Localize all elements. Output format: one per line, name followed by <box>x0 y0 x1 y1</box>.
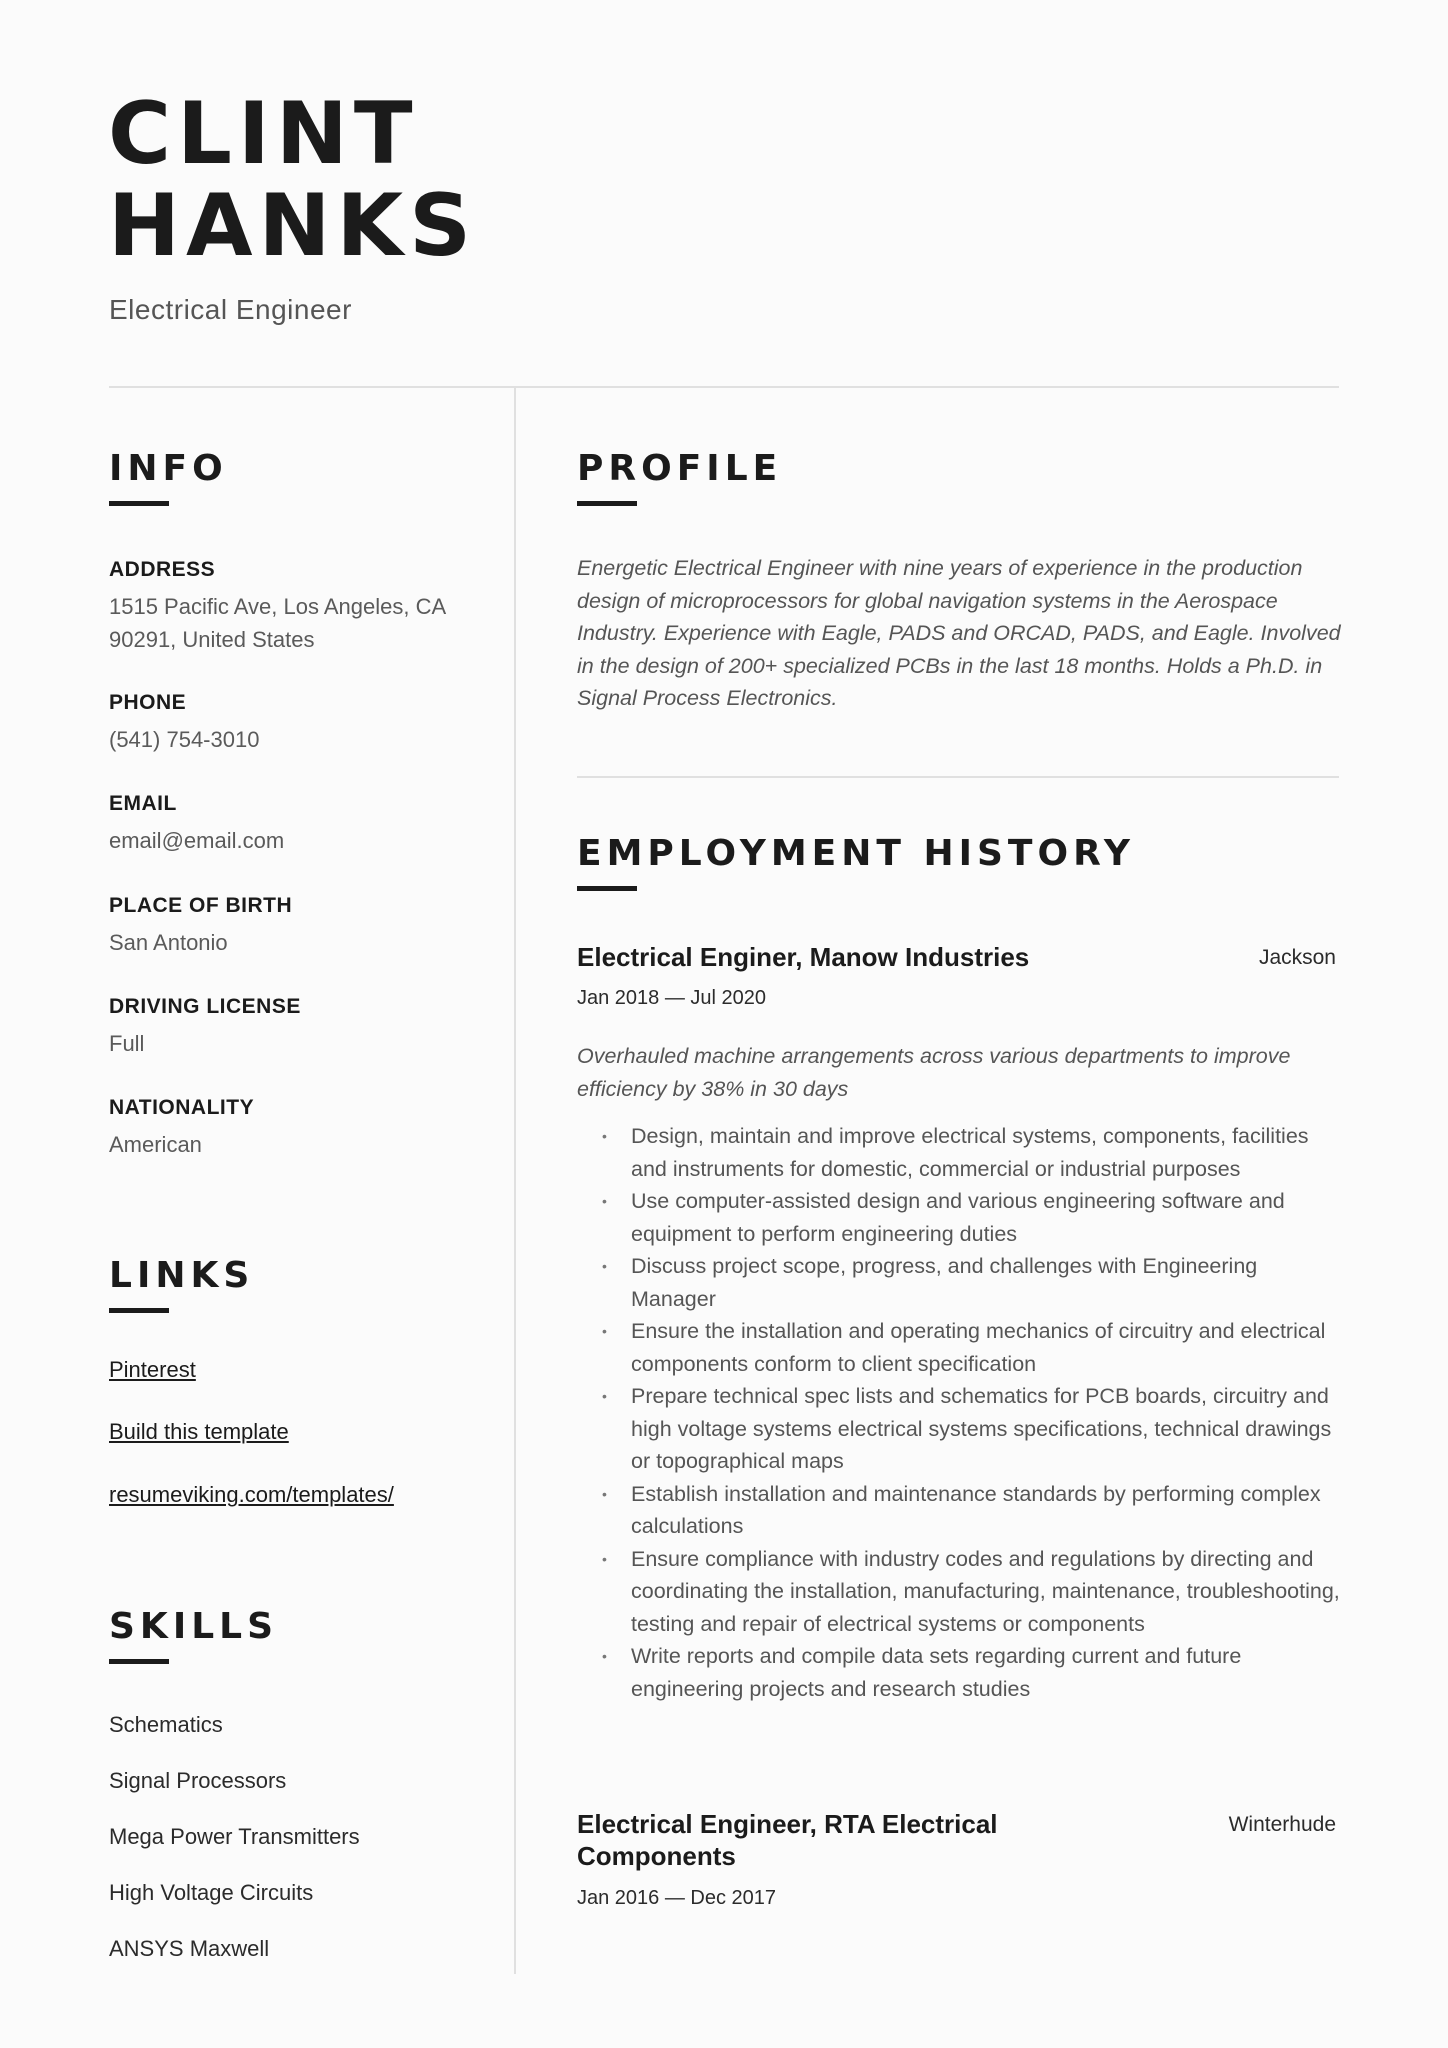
job-title: Electrical Engineer <box>109 294 352 325</box>
skill-item: ANSYS Maxwell <box>109 1936 270 1961</box>
list-item: • Establish installation and maintenance standards by performing complex calculations <box>602 1478 1347 1543</box>
info-value <box>109 590 446 656</box>
info-nationality <box>109 1095 254 1161</box>
skill-item: Mega Power Transmitters <box>109 1824 360 1849</box>
link-pinterest[interactable]: Pinterest <box>109 1357 196 1382</box>
info-driving-license <box>109 994 301 1060</box>
info-label: PHONE <box>109 691 187 714</box>
info-address <box>109 557 446 656</box>
info-label: DRIVING LICENSE <box>109 995 301 1018</box>
info-label: ADDRESS <box>109 558 216 581</box>
info-value: San Antonio <box>109 930 228 955</box>
job-title-1: Electrical Enginer, Manow Industries <box>577 942 1030 972</box>
info-place-of-birth <box>109 893 292 959</box>
list-item: • Design, maintain and improve electrical systems, components, facilities and instruments for domestic, commercial or industrial purposes <box>602 1120 1347 1185</box>
links-heading-underline <box>109 1308 169 1313</box>
profile-divider <box>577 776 1339 778</box>
job-dates-1: Jan 2018 — Jul 2020 <box>577 987 767 1009</box>
info-value: email@email.com <box>109 828 285 853</box>
skills-heading: SKILLS <box>109 1606 279 1647</box>
skill-item: Signal Processors <box>109 1768 287 1793</box>
info-value: Full <box>109 1031 145 1056</box>
info-value: (541) 754-3010 <box>109 727 260 752</box>
info-heading: INFO <box>109 448 228 489</box>
employment-heading-underline <box>577 886 637 891</box>
info-label: EMAIL <box>109 792 177 815</box>
job-bullets-1 <box>602 1120 1347 1705</box>
candidate-name <box>108 84 478 276</box>
link-build-template[interactable]: Build this template <box>109 1419 289 1444</box>
address-line-1: 1515 Pacific Ave, Los Angeles, CA <box>109 594 447 619</box>
address-line-2: 90291, United States <box>109 627 315 652</box>
profile-heading: PROFILE <box>577 448 783 489</box>
job-dates-2: Jan 2016 — Dec 2017 <box>577 1887 777 1909</box>
job-location-1: Jackson <box>1258 946 1336 969</box>
profile-summary: Energetic Electrical Engineer with nine years of experience in the production design of microprocessors for global navigation systems in the Aerospace Industry. Experience with Eagle, PADS and ORCAD, PADS, and Eagle. Involved in the design of 200+ specialized PCBs in the last 18 months. Holds a Ph.D. in Signal Process Electronics. <box>577 556 1341 710</box>
list-item: • Discuss project scope, progress, and challenges with Engineering Manager <box>602 1250 1347 1315</box>
skills-heading-underline <box>109 1659 169 1664</box>
list-item: • Ensure the installation and operating mechanics of circuitry and electrical components conform to client specification <box>602 1315 1347 1380</box>
job-location-2: Winterhude <box>1228 1813 1336 1836</box>
profile-heading-underline <box>577 501 637 506</box>
info-value: American <box>109 1132 202 1157</box>
last-name: HANKS <box>108 176 478 276</box>
list-item: • Ensure compliance with industry codes and regulations by directing and coordinating the installation, manufacturing, maintenance, troubleshooting, testing and repair of electrical systems or components <box>602 1543 1347 1641</box>
job-summary-1: Overhauled machine arrangements across various departments to improve efficiency by 38% in 30 days <box>577 1044 1291 1101</box>
skill-item: Schematics <box>109 1712 223 1737</box>
links-heading: LINKS <box>109 1255 255 1296</box>
job-title-2: Electrical Engineer, RTA Electrical Components <box>577 1809 998 1871</box>
column-divider <box>514 386 516 1974</box>
list-item: • Write reports and compile data sets regarding current and future engineering projects and research studies <box>602 1640 1347 1705</box>
link-resumeviking[interactable]: resumeviking.com/templates/ <box>109 1482 394 1507</box>
skill-item: High Voltage Circuits <box>109 1880 314 1905</box>
list-item: • Prepare technical spec lists and schematics for PCB boards, circuitry and high voltage systems electrical systems specifications, technical drawings or topographical maps <box>602 1380 1347 1478</box>
info-phone <box>109 690 259 756</box>
first-name: CLINT <box>108 84 419 184</box>
list-item: • Use computer-assisted design and various engineering software and equipment to perform engineering duties <box>602 1185 1347 1250</box>
info-label: PLACE OF BIRTH <box>109 894 293 917</box>
header-divider <box>109 386 1339 388</box>
info-email <box>109 791 284 857</box>
info-heading-underline <box>109 501 169 506</box>
employment-heading: EMPLOYMENT HISTORY <box>577 833 1135 874</box>
info-label: NATIONALITY <box>109 1096 255 1119</box>
